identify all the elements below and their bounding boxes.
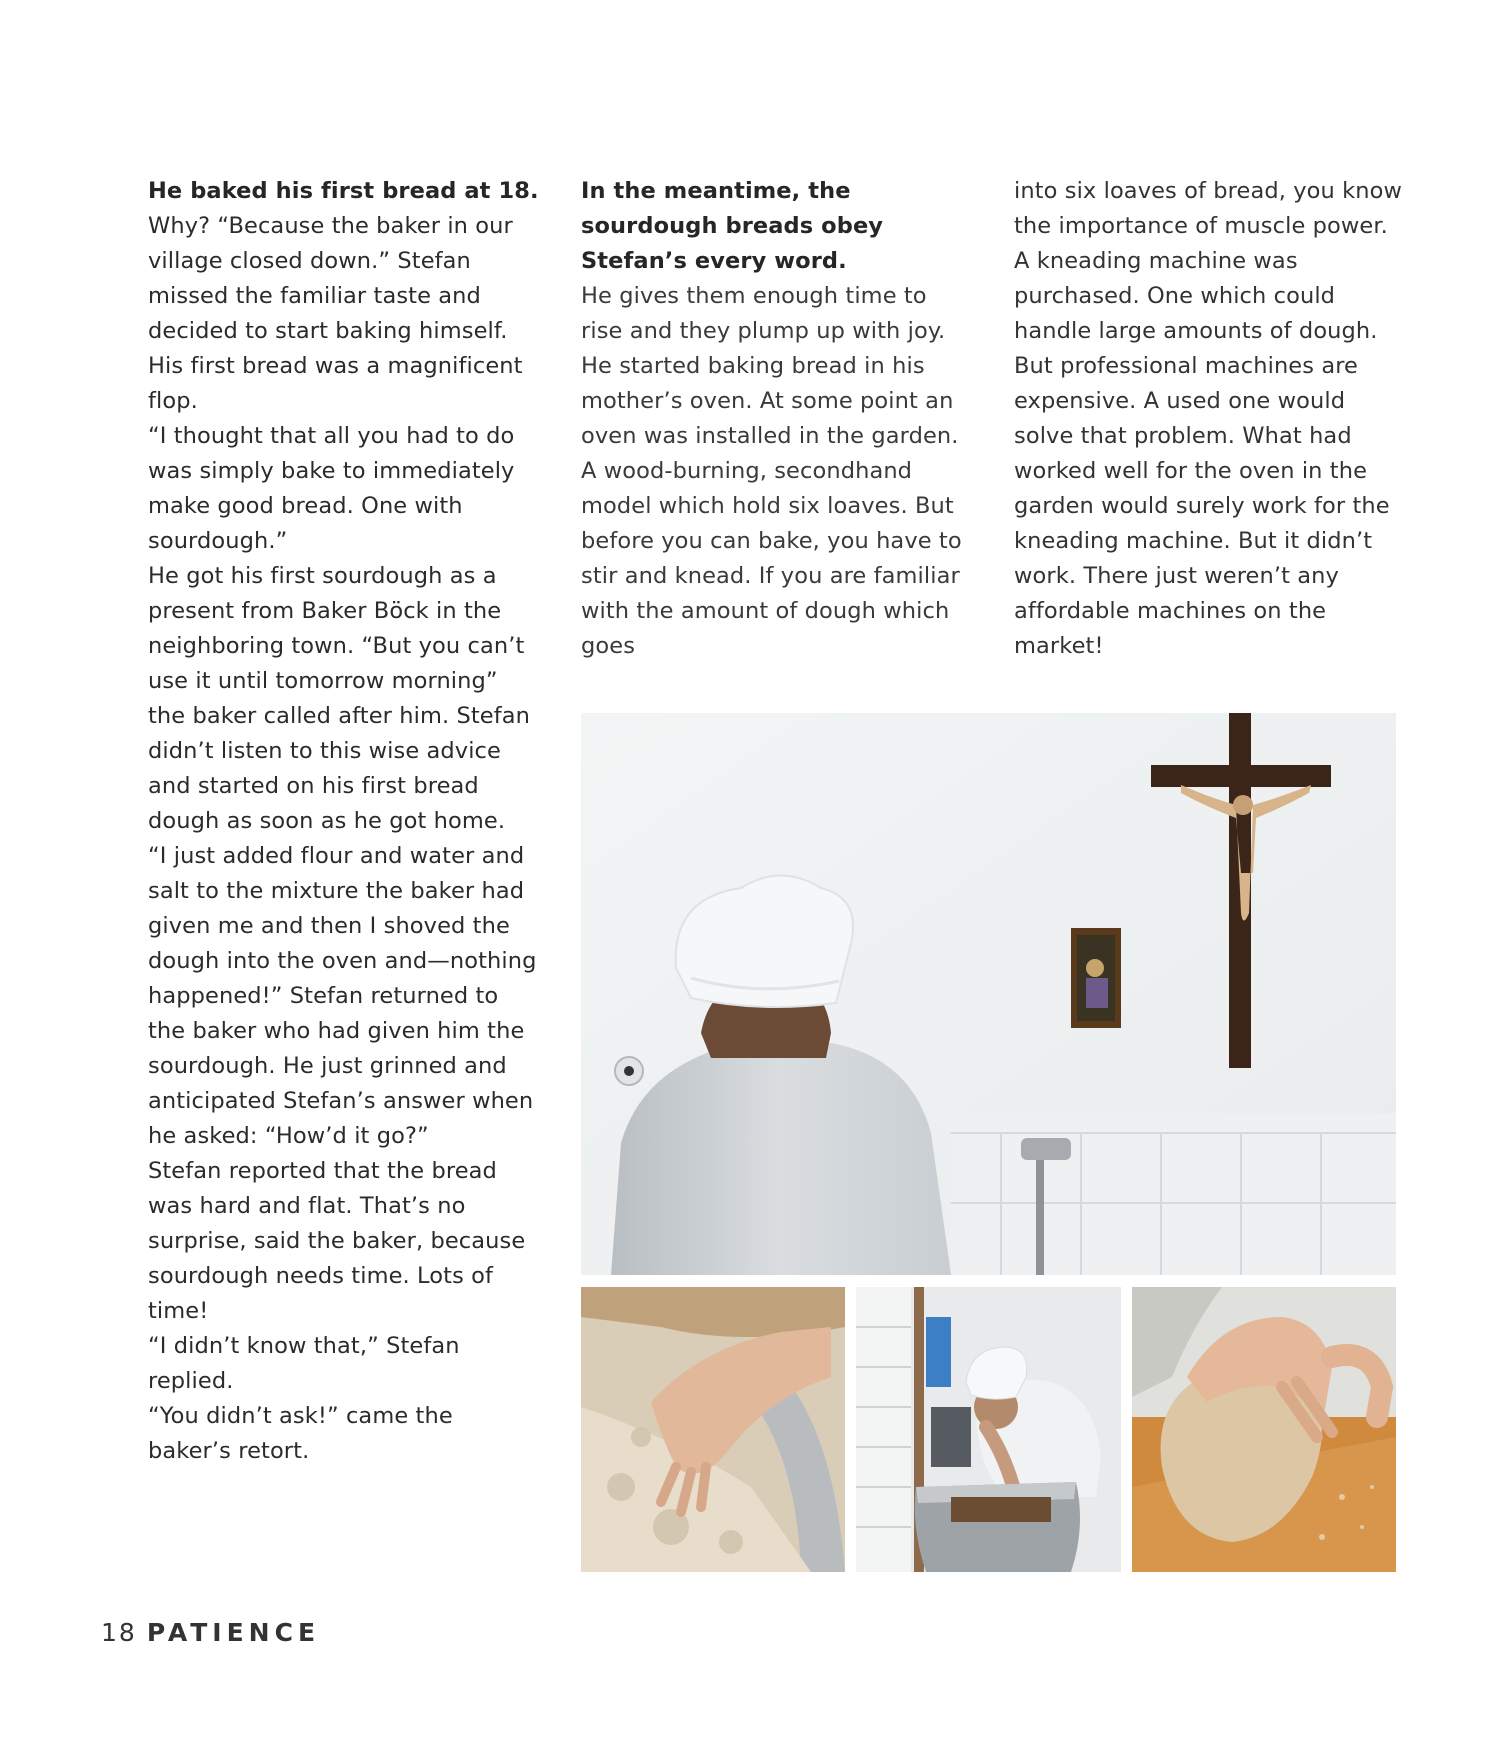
paragraph: into six loaves of bread, you know the importance of muscle power. A kneading machine was purchased. One which could handle large amounts of dough. But professional machines are expensive. A used one would solve that problem. What had worked well for the oven in the garden would surely work for the kneading machine. But it didn’t work. There just weren’t any affordable machines on the market!	[1014, 178, 1402, 659]
paragraph: He gives them enough time to rise and they plump up with joy. He started baking bread in his mother’s oven. At some point an oven was installed in the garden. A wood-burning, secondhand model which hold six loaves. But before you can bake, you have to stir and knead. If you are familiar with the amount of dough which goes	[581, 283, 962, 659]
paragraph: “I just added flour and water and salt to the mixture the baker had given me and then I shoved the dough into the oven and—nothing happened!” Stefan returned to the baker who had given him the sourdough. He just grinned and anticipated Stefan’s answer when he asked: “How’d it go?”	[148, 843, 537, 1149]
lead-heading-1: He baked his first bread at 18.	[148, 178, 539, 204]
page-footer	[101, 1618, 320, 1648]
paragraph: He got his first sourdough as a present from Baker Böck in the neighboring town. “But you can’t use it until tomorrow morning” the baker called after him. Stefan didn’t listen to this wise advice and started on his first bread dough as soon as he got home.	[148, 563, 530, 834]
text-column-3	[1014, 174, 1406, 664]
paragraph: “I thought that all you had to do was simply bake to immediately make good bread. One with sourdough.”	[148, 423, 515, 554]
text-column-2	[581, 174, 973, 664]
paragraph: “I didn’t know that,” Stefan replied.	[148, 1333, 460, 1394]
paragraph: Stefan reported that the bread was hard and flat. That’s no surprise, said the baker, because sourdough needs time. Lots of time!	[148, 1158, 526, 1324]
lead-heading-2: In the meantime, the sourdough breads obey Stefan’s every word.	[581, 178, 884, 274]
text-column-1	[148, 174, 540, 1469]
photo-baker-crucifix	[581, 713, 1396, 1275]
paragraph: “You didn’t ask!” came the baker’s retort.	[148, 1403, 453, 1464]
photo-hands-flour	[581, 1287, 845, 1572]
section-title: PATIENCE	[146, 1618, 321, 1647]
page-number: 18	[101, 1618, 137, 1647]
photo-kneading-dough	[1132, 1287, 1396, 1572]
photo-baker-mixer	[856, 1287, 1121, 1572]
paragraph: Why? “Because the baker in our village closed down.” Stefan missed the familiar taste and decided to start baking himself. His first bread was a magnificent flop.	[148, 213, 523, 414]
